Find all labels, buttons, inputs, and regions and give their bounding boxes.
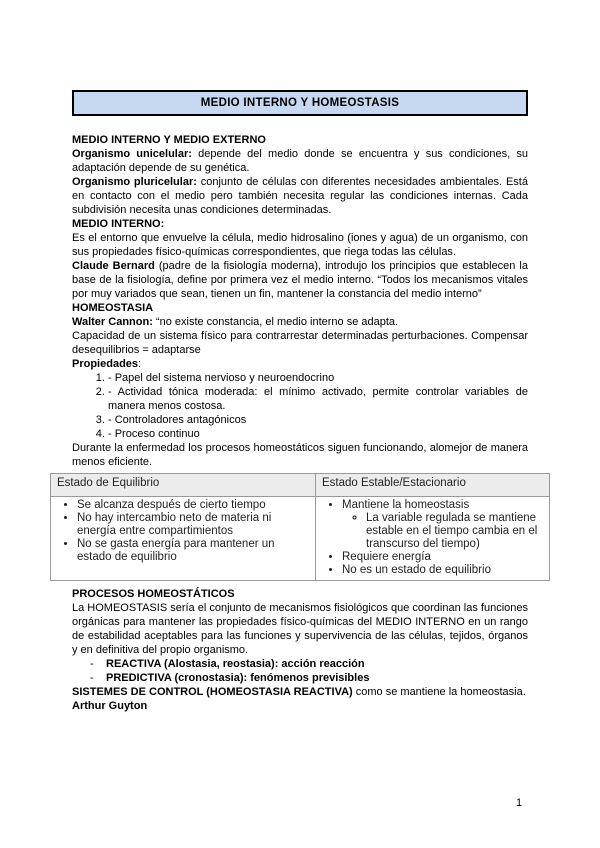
section-heading-medio-interno-externo: MEDIO INTERNO Y MEDIO EXTERNO — [72, 134, 266, 146]
list-item — [106, 657, 528, 671]
term-sistemes-control: SISTEMES DE CONTROL (HOMEOSTASIA REACTIVA) — [72, 686, 353, 698]
paragraph-medio-interno: Es el entorno que envuelve la célula, medio hidrosalino (iones y agua) de un organismo, con sus propiedades físico-químicas correspondientes, que riega todas las células. — [72, 232, 528, 258]
paragraph-capacidad: Capacidad de un sistema físico para contrarrestar determinadas perturbaciones. Compensar desequilibrios = adaptarse — [72, 330, 528, 356]
section-heading-medio-interno: MEDIO INTERNO: — [72, 218, 165, 230]
states-table — [50, 473, 550, 581]
term-claude-bernard: Claude Bernard — [72, 260, 155, 272]
properties-colon: : — [138, 358, 142, 370]
paragraph-pluricelular — [72, 175, 528, 217]
text-walter-cannon: “no existe constancia, el medio interno se adapta. — [152, 316, 399, 328]
table-cell-estable — [316, 497, 550, 581]
properties-label — [72, 357, 528, 371]
list-item: 2. - Actividad tónica moderada: el mínimo activado, permite controlar variables de manera menos costosa. — [108, 385, 528, 413]
table-list-item: • Requiere energía — [342, 551, 545, 564]
paragraph-enfermedad: Durante la enfermedad los procesos homeostáticos siguen funcionando, alomejor de manera menos eficiente. — [72, 442, 528, 468]
properties-list — [72, 371, 528, 441]
table-list-item: • No es un estado de equilibrio — [342, 564, 545, 577]
term-pluricelular: Organismo pluricelular: — [72, 176, 197, 188]
table-header-equilibrio: Estado de Equilibrio — [51, 474, 316, 497]
list-item — [106, 671, 528, 685]
author-arthur-guyton: Arthur Guyton — [72, 700, 148, 712]
section-heading-procesos: PROCESOS HOMEOSTÁTICOS — [72, 588, 235, 600]
list-item: 1. - Papel del sistema nervioso y neuroendocrino — [108, 371, 528, 385]
table-list-item: • No hay intercambio neto de materia ni energía entre compartimientos — [77, 512, 311, 538]
list-item: 4. - Proceso continuo — [108, 427, 528, 441]
term-unicelular: Organismo unicelular: — [72, 148, 192, 160]
paragraph-walter-cannon — [72, 315, 528, 329]
paragraph-claude-bernard — [72, 259, 528, 301]
table-sub-item: ◦ La variable regulada se mantiene estable en el tiempo cambia en el transcurso del tiempo) — [366, 512, 545, 551]
table-cell-equilibrio — [51, 497, 316, 581]
page-number: 1 — [516, 797, 523, 809]
table-list-item: • No se gasta energía para mantener un estado de equilibrio — [77, 538, 311, 564]
section-heading-homeostasia: HOMEOSTASIA — [72, 302, 154, 314]
table-header-estable: Estado Estable/Estacionario — [316, 474, 550, 497]
type-predictiva: PREDICTIVA (cronostasia): fenómenos previsibles — [106, 672, 370, 684]
text-unicelular: depende del medio donde se encuentra y sus condiciones, su adaptación depende de su genética. — [72, 148, 528, 174]
text-pluricelular: conjunto de células con diferentes necesidades ambientales. Está en contacto con el medio pero también necesita regular las condiciones internas. Cada subdivisión necesita unas condiciones determinadas. — [72, 176, 528, 216]
document-body — [57, 133, 538, 713]
table-list-item: • Se alcanza después de cierto tiempo — [77, 499, 311, 512]
paragraph-homeostasis-definition: La HOMEOSTASIS sería el conjunto de mecanismos fisiológicos que coordinan las funciones orgánicas para mantener las propiedades físico-químicas del MEDIO INTERNO en un rango de estabilidad aceptables para las funciones y supervivencia de las células, tejidos, órganos y en definitiva del propio organismo. — [72, 602, 528, 656]
document-title: MEDIO INTERNO Y HOMEOSTASIS — [72, 90, 528, 116]
text-claude-bernard: (padre de la fisiología moderna), introdujo los principios que establecen la base de la fisiología, define por primera vez el medio interno. “Todos los mecanismos vitales por muy variados que sean, tienen un fin, mantener la constancia del medio interno” — [72, 260, 528, 300]
list-item: 3. - Controladores antagónicos — [108, 413, 528, 427]
paragraph-sistemes-control — [72, 685, 528, 699]
table-list-item: • Mantiene la homeostasis — [342, 499, 545, 512]
properties-label-text: Propiedades — [72, 358, 139, 370]
term-walter-cannon: Walter Cannon: — [72, 316, 153, 328]
homeostasis-types-list — [72, 657, 528, 685]
text-sistemes-control: como se mantiene la homeostasia. — [352, 686, 526, 698]
type-reactiva: REACTIVA (Alostasia, reostasia): acción reacción — [106, 658, 365, 670]
paragraph-unicelular — [72, 147, 528, 175]
